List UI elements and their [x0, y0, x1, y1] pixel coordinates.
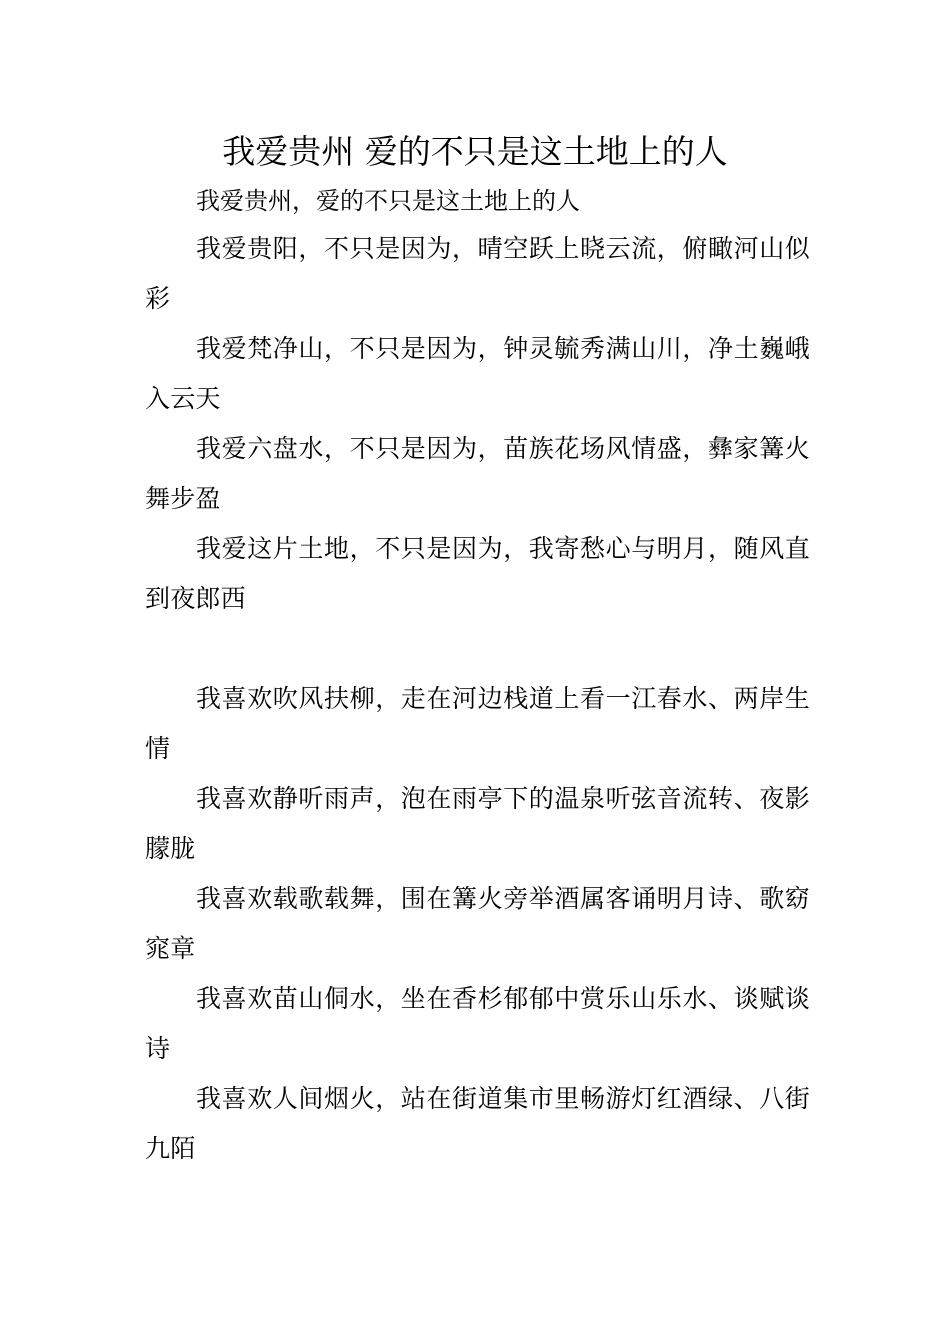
paragraph-rain: 我喜欢静听雨声，泡在雨亭下的温泉听弦音流转、夜影朦胧: [145, 784, 810, 863]
paragraph-wind-willow: 我喜欢吹风扶柳，走在河边栈道上看一江春水、两岸生情: [145, 684, 810, 763]
paragraph-guiyang: 我爱贵阳，不只是因为，晴空跃上晓云流，俯瞰河山似彩: [145, 234, 810, 313]
subtitle-paragraph: 我爱贵州，爱的不只是这土地上的人: [196, 187, 580, 215]
paragraph-fanjingshan: 我爱梵净山，不只是因为，钟灵毓秀满山川，净土巍峨入云天: [145, 334, 810, 413]
document-title: 我爱贵州 爱的不只是这土地上的人: [222, 132, 728, 171]
paragraph-miao-dong: 我喜欢苗山侗水，坐在香杉郁郁中赏乐山乐水、谈赋谈诗: [145, 984, 810, 1063]
blank-line: [145, 624, 810, 674]
paragraph-song-dance: 我喜欢载歌载舞，围在篝火旁举酒属客诵明月诗、歌窈窕章: [145, 884, 810, 963]
paragraph-this-land: 我爱这片土地，不只是因为，我寄愁心与明月，随风直到夜郎西: [145, 534, 810, 613]
paragraph-liupanshui: 我爱六盘水，不只是因为，苗族花场风情盛，彝家篝火舞步盈: [145, 434, 810, 513]
paragraph-city-life: 我喜欢人间烟火，站在街道集市里畅游灯红酒绿、八街九陌: [145, 1084, 810, 1163]
document-body: [145, 178, 810, 1174]
